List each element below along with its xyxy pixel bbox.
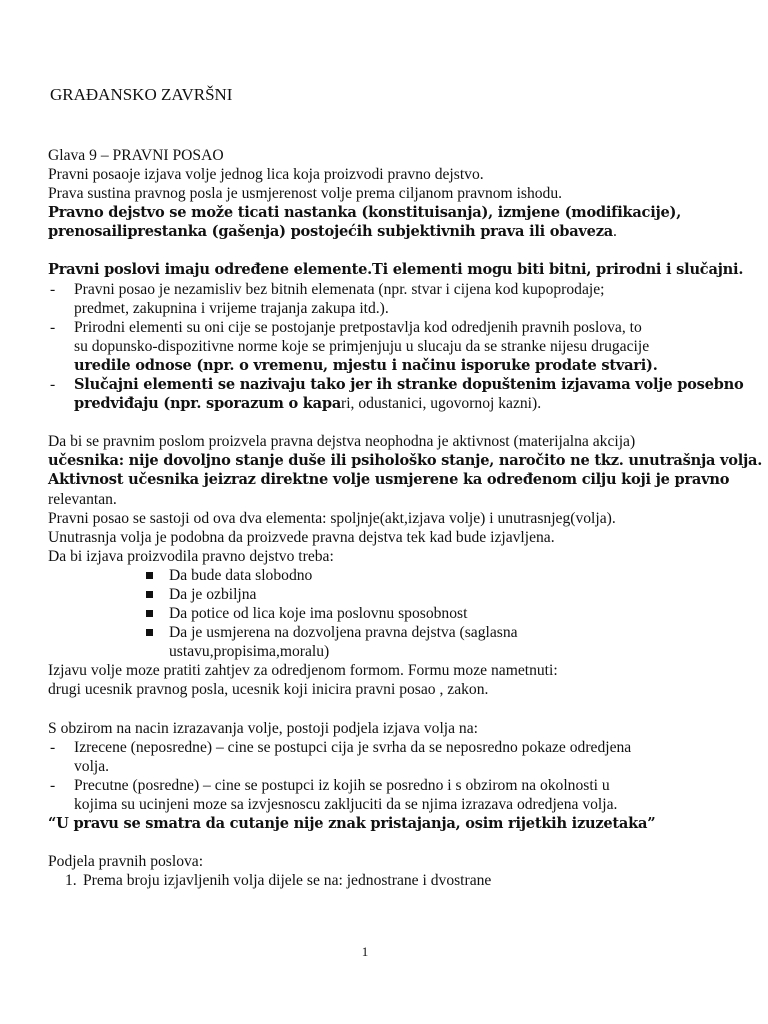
dash-list-item [48,738,748,776]
paragraph-line: Prema broju izjavljenih volja dijele se na: jednostrane i dvostrane [83,872,492,890]
dash-marker: - [50,280,56,298]
bullet-list-item [48,585,748,604]
dash-marker: - [50,738,56,756]
paragraph-line [74,375,748,394]
paragraph-line [48,203,748,222]
document-body [48,146,763,890]
dash-list-item [48,318,748,375]
paragraph-line: predmet, zakupnina i vrijeme trajanja zakupa itd.). [74,299,389,317]
dash-list-item [48,375,748,413]
page-number: 1 [361,944,369,959]
spacer [48,833,748,852]
bold-text: učesnika: nije dovoljno stanje duše ili psihološko stanje, naročito ne tkz. unutrašnja volja. [48,452,763,470]
bold-text: “U pravu se smatra da cutanje nije znak pristajanja, osim rijetkih izuzetaka” [48,815,656,832]
bold-text: Slučajni elementi se nazivaju tako jer ih stranke dopuštenim izjavama volje posebno [74,376,744,394]
paragraph-line: Pravni posao se sastoji od ova dva elementa: spoljnje(akt,izjava volje) i unutrasnjeg(volja). [48,509,616,527]
bold-text: Aktivnost učesnika jeizraz direktne volje usmjerene ka određenom cilju koji je pravno [48,471,730,489]
paragraph-line: Da bi se pravnim poslom proizvela pravna dejstva neophodna je aktivnost (materijalna akcija) [48,433,636,451]
bullet-list-item [48,604,748,623]
bold-text: Pravno dejstvo se može ticati nastanka (konstituisanja), izmjene (modifikacije), [48,204,682,222]
square-bullet-icon [146,610,153,617]
spacer [48,700,748,719]
paragraph-line: Izjavu volje moze pratiti zahtjev za odredjenom formom. Formu moze nametnuti: [48,662,558,680]
plain-text: ri, odustanici, ugovornoj kazni). [341,395,542,413]
bullet-list-item [48,566,748,585]
spacer [48,413,748,432]
paragraph-line: su dopunsko-dispozitivne norme koje se primjenjuju u slucaju da se stranke nijesu drugacije [74,337,650,355]
plain-text: . [612,223,617,241]
paragraph-line: drugi ucesnik pravnog posla, ucesnik koji inicira pravni posao , zakon. [48,681,489,699]
dash-list-item [48,776,748,814]
bold-text: Pravni poslovi imaju određene elemente.Ti elementi mogu biti bitni, prirodni i slučajni. [48,261,744,279]
paragraph-line: Podjela pravnih poslova: [48,853,204,871]
quote-line [48,814,748,833]
paragraph-line: Izrecene (neposredne) – cine se postupci cija je svrha da se neposredno pokaze odredjena [74,738,632,756]
paragraph-line: Prava sustina pravnog posla je usmjerenost volje prema ciljanom pravnom ishodu. [48,185,563,203]
paragraph-line: Unutrasnja volja je podobna da proizvede pravna dejstva tek kad bude izjavljena. [48,528,555,546]
paragraph-line: Da je ozbiljna [169,585,257,603]
dash-marker: - [50,376,56,394]
paragraph-line: Pravni posaoje izjava volje jednog lica koja proizvodi pravno dejstvo. [48,166,484,184]
paragraph-line: S obzirom na nacin izrazavanja volje, postoji podjela izjava volja na: [48,719,478,737]
paragraph-line [74,394,748,413]
numbered-list-item [48,871,748,890]
square-bullet-icon [146,572,153,579]
paragraph-line: Precutne (posredne) – cine se postupci iz kojih se posredno i s obzirom na okolnosti u [74,776,610,794]
square-bullet-icon [146,591,153,598]
section-heading [48,260,748,279]
paragraph-line: Da je usmjerena na dozvoljena pravna dejstva (saglasna [169,624,518,642]
paragraph-line: Da bude data slobodno [169,566,313,584]
paragraph-line [74,356,748,375]
square-bullet-icon [146,629,153,636]
document-title: GRAĐANSKO ZAVRŠNI [50,85,233,104]
paragraph-line [48,222,748,241]
chapter-heading: Glava 9 – PRAVNI POSAO [48,147,224,164]
paragraph-line: Prirodni elementi su oni cije se postojanje pretpostavlja kod odredjenih pravnih poslova, to [74,318,642,336]
paragraph-line [48,470,748,489]
paragraph-line: kojima su ucinjeni moze sa izvjesnoscu zakljuciti da se njima izrazava odredjena volja. [74,795,618,813]
bold-text: predviđaju (npr. sporazum o kapa [74,395,342,413]
bullet-list-item [48,623,748,661]
bold-text: prenosailiprestanka (gašenja) postojećih subjektivnih prava ili obaveza [48,223,613,241]
paragraph-line: Da potice od lica koje ima poslovnu sposobnost [169,605,468,623]
dash-marker: - [50,776,56,794]
paragraph-line [48,451,763,470]
paragraph-line: Pravni posao je nezamisliv bez bitnih elemenata (npr. stvar i cijena kod kupoprodaje; [74,280,605,298]
spacer [48,241,748,260]
paragraph-line: relevantan. [48,490,117,508]
paragraph-line: Da bi izjava proizvodila pravno dejstvo treba: [48,547,334,565]
dash-marker: - [50,318,56,336]
paragraph-line: volja. [74,757,110,775]
paragraph-line: ustavu,propisima,moralu) [169,643,330,661]
dash-list-item [48,280,748,318]
bold-text: uredile odnose (npr. o vremenu, mjestu i načinu isporuke prodate stvari). [74,356,658,374]
list-number: 1. [65,872,77,890]
